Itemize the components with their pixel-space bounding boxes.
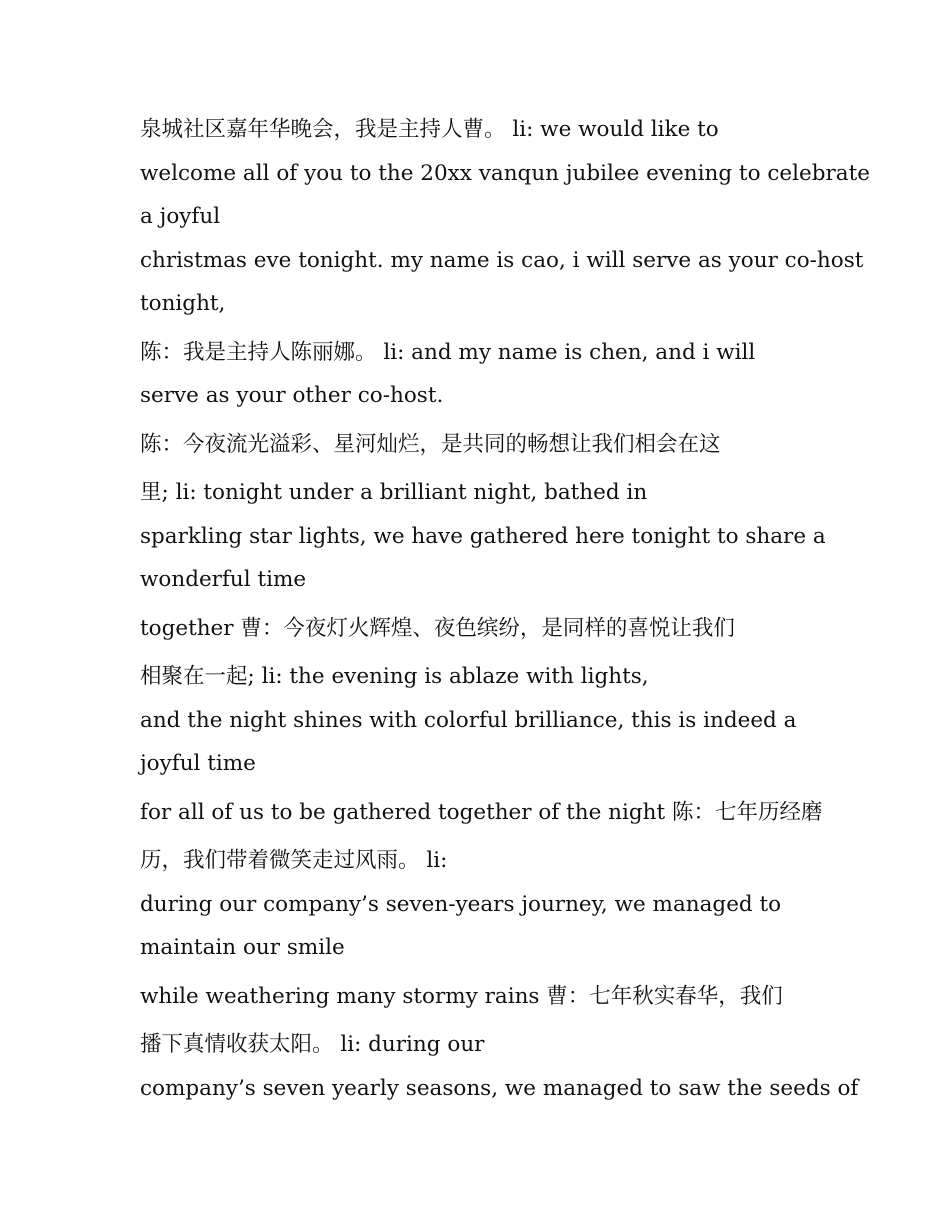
- text-line: joyful time: [140, 751, 256, 776]
- text-line: for all of us to be gathered together of the night 陈：七年历经磨: [140, 799, 823, 825]
- text-line: 泉城社区嘉年华晚会，我是主持人曹。 li: we would like to: [140, 117, 719, 142]
- text-line: sparkling star lights, we have gathered here tonight to share a: [140, 523, 826, 549]
- text-line: maintain our smile: [140, 935, 345, 960]
- text-line: company’s seven yearly seasons, we managed to saw the seeds of: [140, 1075, 859, 1101]
- document-body: [140, 108, 870, 1110]
- text-line: serve as your other co-host.: [140, 383, 444, 408]
- text-line: together 曹：今夜灯火辉煌、夜色缤纷，是同样的喜悦让我们: [140, 615, 735, 641]
- text-line: a joyful: [140, 204, 221, 229]
- text-line: 里; li: tonight under a brilliant night, bathed in: [140, 480, 648, 505]
- text-line: 历，我们带着微笑走过风雨。 li:: [140, 848, 448, 873]
- text-line: during our company’s seven-years journey, we managed to: [140, 891, 782, 917]
- text-line: 播下真情收获太阳。 li: during our: [140, 1032, 485, 1057]
- text-line: 陈：我是主持人陈丽娜。 li: and my name is chen, and i will: [140, 339, 756, 365]
- text-line: and the night shines with colorful brilliance, this is indeed a: [140, 707, 797, 733]
- text-line: while weathering many stormy rains 曹：七年秋实春华，我们: [140, 983, 783, 1009]
- text-line: welcome all of you to the 20xx vanqun jubilee evening to celebrate: [140, 160, 870, 186]
- text-line: christmas eve tonight. my name is cao, i will serve as your co-host: [140, 247, 864, 273]
- text-line: tonight,: [140, 291, 226, 316]
- text-line: 相聚在一起; li: the evening is ablaze with lights,: [140, 664, 649, 689]
- text-line: 陈：今夜流光溢彩、星河灿烂，是共同的畅想让我们相会在这: [140, 431, 721, 457]
- text-line: wonderful time: [140, 567, 307, 592]
